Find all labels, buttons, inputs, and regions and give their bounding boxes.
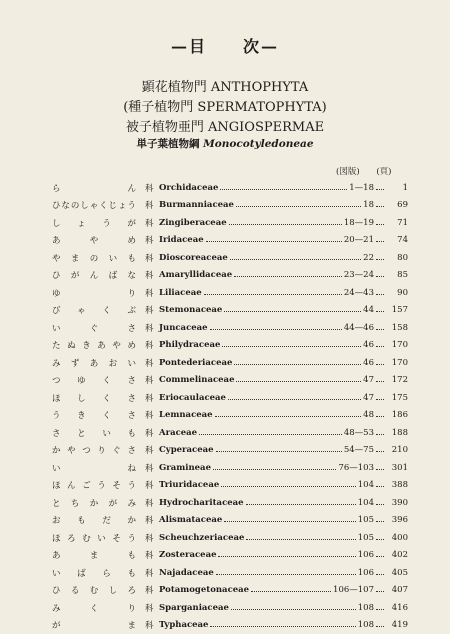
list-item [52,372,408,390]
figure-range: 106 [358,568,374,578]
family-suffix: 科 [145,252,159,264]
family-japanese-name: お も だ か [52,514,136,526]
leader-dots [222,346,361,347]
family-suffix: 科 [145,514,159,526]
leader-dots [218,556,355,557]
family-suffix: 科 [145,269,159,281]
list-item [52,197,408,215]
class-heading-latin: Monocotyledoneae [203,138,313,150]
figure-range: 44—46 [344,323,374,333]
family-suffix: 科 [145,549,159,561]
page-number: 71 [386,218,408,228]
family-latin-name: Araceae [159,428,197,438]
family-japanese-name: い ば ら も [52,567,136,579]
leader-dots [216,574,356,575]
leader-dots [246,504,356,505]
leader-dots [376,381,384,382]
page-number: 419 [386,620,408,630]
family-japanese-name: あ や め [52,234,136,246]
leader-dots [376,539,384,540]
family-latin-name: Typhaceae [159,620,208,630]
list-item [52,249,408,267]
page-number: 172 [386,375,408,385]
page-number: 416 [386,603,408,613]
family-japanese-name: ひ る む し ろ [52,584,136,596]
figure-range: 46 [363,358,374,368]
figure-range: 23—24 [344,270,374,280]
leader-dots [376,346,384,347]
leader-dots [228,399,361,400]
leader-dots [376,486,384,487]
figure-range: 76—103 [338,463,374,473]
leader-dots [221,486,356,487]
family-suffix: 科 [145,427,159,439]
figure-range: 47 [363,375,374,385]
list-item [52,424,408,442]
leader-dots [251,591,331,592]
family-suffix: 科 [145,409,159,421]
leader-dots [376,521,384,522]
family-japanese-name: あ ま も [52,549,136,561]
family-japanese-name: か や つ り ぐ さ [52,444,136,456]
family-japanese-name: ゆ り [52,287,136,299]
family-suffix: 科 [145,339,159,351]
class-heading-jp: 単子葉植物綱 [136,138,199,150]
family-japanese-name: が ま [52,619,136,631]
list-item [52,547,408,565]
leader-dots [376,224,384,225]
family-latin-name: Lemnaceae [159,410,213,420]
leader-dots [376,591,384,592]
class-heading [0,136,450,151]
leader-dots [234,276,342,277]
family-latin-name: Gramineae [159,463,211,473]
division-synonym-heading: (種子植物門 SPERMATOPHYTA) [0,96,450,115]
leader-dots [216,451,342,452]
leader-dots [230,259,361,260]
family-suffix: 科 [145,584,159,596]
family-suffix: 科 [145,217,159,229]
family-suffix: 科 [145,462,159,474]
page-number: 170 [386,358,408,368]
leader-dots [376,434,384,435]
list-item [52,582,408,600]
figure-range: 46 [363,340,374,350]
figure-range: 48 [363,410,374,420]
family-latin-name: Dioscoreaceae [159,253,228,263]
figure-range: 20—21 [344,235,374,245]
page-number: 74 [386,235,408,245]
family-japanese-name: い ね [52,462,136,474]
list-item [52,407,408,425]
contents-list [52,179,408,634]
family-suffix: 科 [145,444,159,456]
family-latin-name: Orchidaceae [159,183,218,193]
family-latin-name: Eriocaulaceae [159,393,226,403]
family-japanese-name: し ょ う が [52,217,136,229]
page-number: 400 [386,533,408,543]
leader-dots [376,416,384,417]
leader-dots [376,189,384,190]
family-latin-name: Amaryllidaceae [159,270,232,280]
page-number: 69 [386,200,408,210]
page-number: 170 [386,340,408,350]
family-japanese-name: ひ な の し ゃ く じ ょ う [52,199,136,211]
page-number: 186 [386,410,408,420]
list-item [52,284,408,302]
leader-dots [376,294,384,295]
leader-dots [376,364,384,365]
leader-dots [224,521,355,522]
family-latin-name: Najadaceae [159,568,214,578]
family-latin-name: Potamogetonaceae [159,585,249,595]
page-number: 301 [386,463,408,473]
leader-dots [236,206,361,207]
leader-dots [236,381,361,382]
column-headers [336,165,391,177]
family-suffix: 科 [145,497,159,509]
page-number: 158 [386,323,408,333]
family-suffix: 科 [145,567,159,579]
figures-column-header: (図版) [336,165,360,177]
family-japanese-name: ら ん [52,182,136,194]
family-latin-name: Philydraceae [159,340,220,350]
family-suffix: 科 [145,602,159,614]
page-number: 402 [386,550,408,560]
family-japanese-name: つ ゆ く さ [52,374,136,386]
family-japanese-name: と ち か が み [52,497,136,509]
list-item [52,389,408,407]
family-suffix: 科 [145,357,159,369]
list-item [52,214,408,232]
list-item [52,599,408,617]
figure-range: 44 [363,305,374,315]
leader-dots [376,206,384,207]
list-item [52,564,408,582]
figure-range: 1—18 [349,183,374,193]
family-suffix: 科 [145,374,159,386]
page-number: 85 [386,270,408,280]
family-latin-name: Commelinaceae [159,375,234,385]
figure-range: 104 [358,498,374,508]
leader-dots [229,224,342,225]
leader-dots [376,241,384,242]
figure-range: 22 [363,253,374,263]
family-japanese-name: う き く さ [52,409,136,421]
figure-range: 106 [358,550,374,560]
family-japanese-name: さ と い も [52,427,136,439]
family-latin-name: Sparganiaceae [159,603,229,613]
page-number: 1 [386,183,408,193]
family-japanese-name: ほ し く さ [52,392,136,404]
leader-dots [376,574,384,575]
family-suffix: 科 [145,234,159,246]
family-latin-name: Triuridaceae [159,480,219,490]
family-japanese-name: み く り [52,602,136,614]
family-suffix: 科 [145,322,159,334]
list-item [52,179,408,197]
leader-dots [224,311,361,312]
page-number: 407 [386,585,408,595]
leader-dots [376,399,384,400]
page-number: 405 [386,568,408,578]
page-number: 80 [386,253,408,263]
family-japanese-name: ひ が ん ば な [52,269,136,281]
leader-dots [199,434,342,435]
family-japanese-name: み ず あ お い [52,357,136,369]
page-number: 396 [386,515,408,525]
family-latin-name: Juncaceae [159,323,208,333]
page-number: 388 [386,480,408,490]
page-number: 188 [386,428,408,438]
family-suffix: 科 [145,619,159,631]
leader-dots [376,451,384,452]
family-japanese-name: ほ ろ む い そ う [52,532,136,544]
leader-dots [213,469,336,470]
list-item [52,267,408,285]
leader-dots [376,311,384,312]
leader-dots [231,609,356,610]
family-japanese-name: や ま の い も [52,252,136,264]
list-item [52,477,408,495]
family-latin-name: Stemonaceae [159,305,222,315]
list-item [52,354,408,372]
leader-dots [376,556,384,557]
leader-dots [220,189,347,190]
leader-dots [210,626,355,627]
figure-range: 18 [363,200,374,210]
family-latin-name: Liliaceae [159,288,202,298]
figure-range: 105 [358,515,374,525]
family-suffix: 科 [145,287,159,299]
list-item [52,337,408,355]
family-latin-name: Hydrocharitaceae [159,498,244,508]
family-latin-name: Scheuchzeriaceae [159,533,244,543]
figure-range: 48—53 [344,428,374,438]
family-suffix: 科 [145,199,159,211]
figure-range: 54—75 [344,445,374,455]
list-item [52,459,408,477]
leader-dots [210,329,342,330]
leader-dots [206,241,342,242]
page-number: 390 [386,498,408,508]
page-number: 210 [386,445,408,455]
figure-range: 18—19 [344,218,374,228]
page-number: 90 [386,288,408,298]
family-japanese-name: た ぬ き あ や め [52,339,136,351]
list-item [52,302,408,320]
family-suffix: 科 [145,532,159,544]
family-suffix: 科 [145,304,159,316]
list-item [52,442,408,460]
family-latin-name: Zosteraceae [159,550,216,560]
leader-dots [234,364,361,365]
figure-range: 108 [358,603,374,613]
list-item [52,232,408,250]
leader-dots [376,609,384,610]
family-latin-name: Burmanniaceae [159,200,234,210]
figure-range: 105 [358,533,374,543]
leader-dots [215,416,362,417]
figure-range: 106—107 [333,585,374,595]
list-item [52,512,408,530]
family-japanese-name: び ゃ く ぶ [52,304,136,316]
leader-dots [246,539,355,540]
family-latin-name: Alismataceae [159,515,222,525]
family-suffix: 科 [145,182,159,194]
leader-dots [376,276,384,277]
pages-column-header: (頁) [376,165,391,177]
family-suffix: 科 [145,392,159,404]
page-number: 175 [386,393,408,403]
family-japanese-name: ほ ん ご う そ う [52,479,136,491]
family-latin-name: Pontederiaceae [159,358,232,368]
figure-range: 108 [358,620,374,630]
list-item [52,494,408,512]
family-latin-name: Iridaceae [159,235,204,245]
leader-dots [204,294,342,295]
division-heading: 顕花植物門 ANTHOPHYTA [0,76,450,95]
family-latin-name: Cyperaceae [159,445,214,455]
leader-dots [376,626,384,627]
page-number: 157 [386,305,408,315]
list-item [52,529,408,547]
page-title: —目 次— [0,34,450,57]
figure-range: 24—43 [344,288,374,298]
family-suffix: 科 [145,479,159,491]
list-item [52,617,408,634]
leader-dots [376,469,384,470]
leader-dots [376,329,384,330]
figure-range: 47 [363,393,374,403]
subdivision-heading: 被子植物亜門 ANGIOSPERMAE [0,116,450,135]
leader-dots [376,259,384,260]
list-item [52,319,408,337]
figure-range: 104 [358,480,374,490]
family-latin-name: Zingiberaceae [159,218,227,228]
leader-dots [376,504,384,505]
family-japanese-name: い ぐ さ [52,322,136,334]
